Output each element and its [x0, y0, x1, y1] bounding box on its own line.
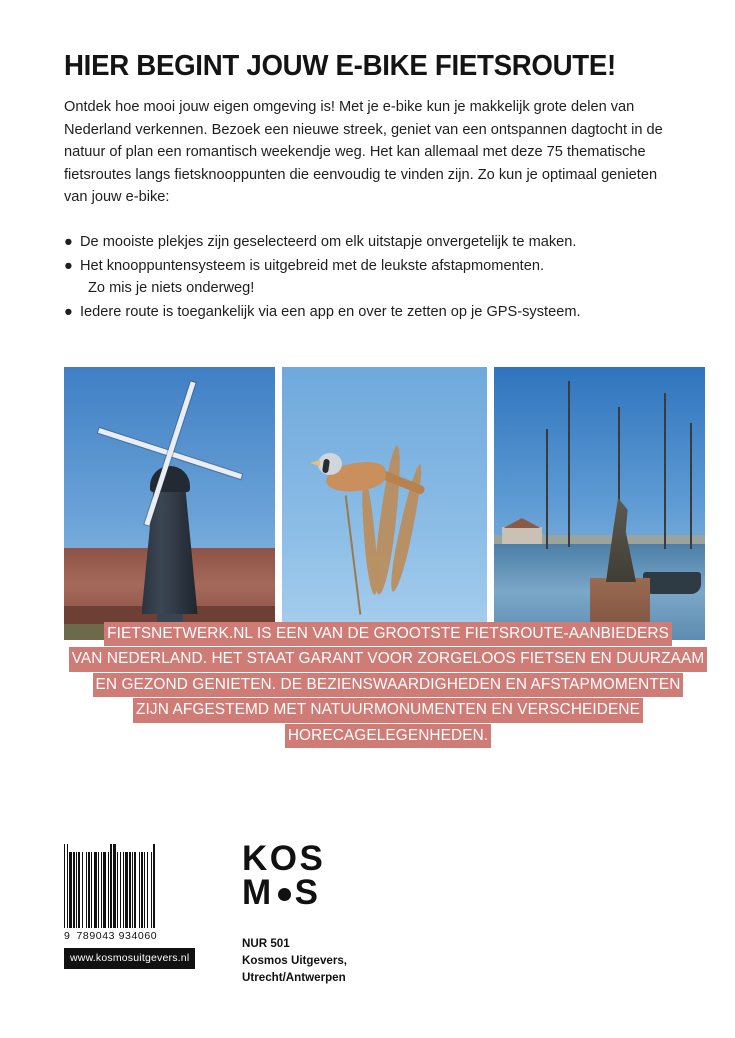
bird-photo — [282, 367, 487, 640]
list-item — [64, 231, 678, 254]
cover-footer — [64, 836, 712, 1006]
logo-letter-m: M — [242, 873, 274, 913]
boat-mast — [664, 393, 666, 549]
isbn-digits — [64, 930, 214, 942]
intro-paragraph: Ontdek hoe mooi jouw eigen omgeving is! Met je e-bike kun je makkelijk grote delen van Nederland verkennen. Bezoek een nieuwe streek, geniet van een ontspannen dagtocht in de natuur of plan een romantisch weekendje weg. Het kan allemaal met deze 75 thematische fietsroutes langs fietsknooppunten die eenvoudig te vinden zijn. Zo kun je optimaal genieten van jouw e-bike: — [64, 98, 663, 206]
highlight-line: FIETSNETWERK.NL IS EEN VAN DE GROOTSTE FIETSROUTE-AANBIEDERS — [104, 622, 672, 646]
publisher-website[interactable]: www.kosmosuitgevers.nl — [64, 948, 195, 969]
harbour-photo — [494, 367, 705, 640]
highlight-text-block — [64, 622, 712, 749]
kosmos-logo — [242, 839, 372, 913]
list-item-label: Het knooppuntensysteem is uitgebreid met de leukste afstapmomenten. — [80, 257, 545, 274]
publisher-cities: Utrecht/Antwerpen — [242, 970, 346, 984]
imprint-block — [242, 936, 347, 986]
logo-letter-s: S — [294, 873, 321, 913]
list-item-label: Iedere route is toegankelijk via een app en over te zetten op je GPS-systeem. — [80, 303, 581, 320]
highlight-line: VAN NEDERLAND. HET STAAT GARANT VOOR ZORGELOOS FIETSEN EN DUURZAAM — [69, 647, 708, 671]
barcode-bar — [155, 844, 156, 928]
isbn-lead-digit: 9 — [64, 930, 71, 942]
page-title: HIER BEGINT JOUW E-BIKE FIETSROUTE! — [64, 50, 616, 82]
windmill-photo — [64, 367, 275, 640]
list-item — [64, 255, 678, 300]
highlight-line: ZIJN AFGESTEMD MET NATUURMONUMENTEN EN VERSCHEIDENE — [133, 698, 643, 722]
boat-mast — [546, 429, 548, 549]
list-item — [64, 301, 678, 324]
highlight-line: HORECAGELEGENHEDEN. — [285, 724, 491, 748]
logo-dot-icon — [278, 888, 291, 901]
list-item-sublabel: Zo mis je niets onderweg! — [88, 280, 255, 297]
bullet-dot-icon: ● — [64, 257, 73, 274]
isbn-number: 789043 934060 — [76, 930, 158, 942]
bullet-dot-icon: ● — [64, 303, 73, 320]
logo-line-1: KOS — [242, 839, 326, 878]
barcode-image — [64, 844, 206, 928]
photo-strip — [64, 367, 712, 640]
text-block — [64, 52, 678, 349]
moored-boat — [643, 572, 701, 594]
boat-mast — [690, 423, 692, 549]
bullet-dot-icon: ● — [64, 233, 73, 250]
feature-bullet-list — [64, 231, 678, 323]
publisher-name: Kosmos Uitgevers, — [242, 953, 348, 967]
highlight-line: EN GEZOND GENIETEN. DE BEZIENSWAARDIGHEDEN EN AFSTAPMOMENTEN — [93, 673, 684, 697]
nur-code: NUR 501 — [242, 937, 290, 950]
list-item-label: De mooiste plekjes zijn geselecteerd om elk uitstapje onvergetelijk te maken. — [80, 233, 577, 250]
isbn-barcode-block — [64, 844, 222, 969]
logo-line-2 — [242, 873, 372, 913]
boat-mast — [568, 381, 570, 547]
bird-head — [318, 453, 342, 475]
